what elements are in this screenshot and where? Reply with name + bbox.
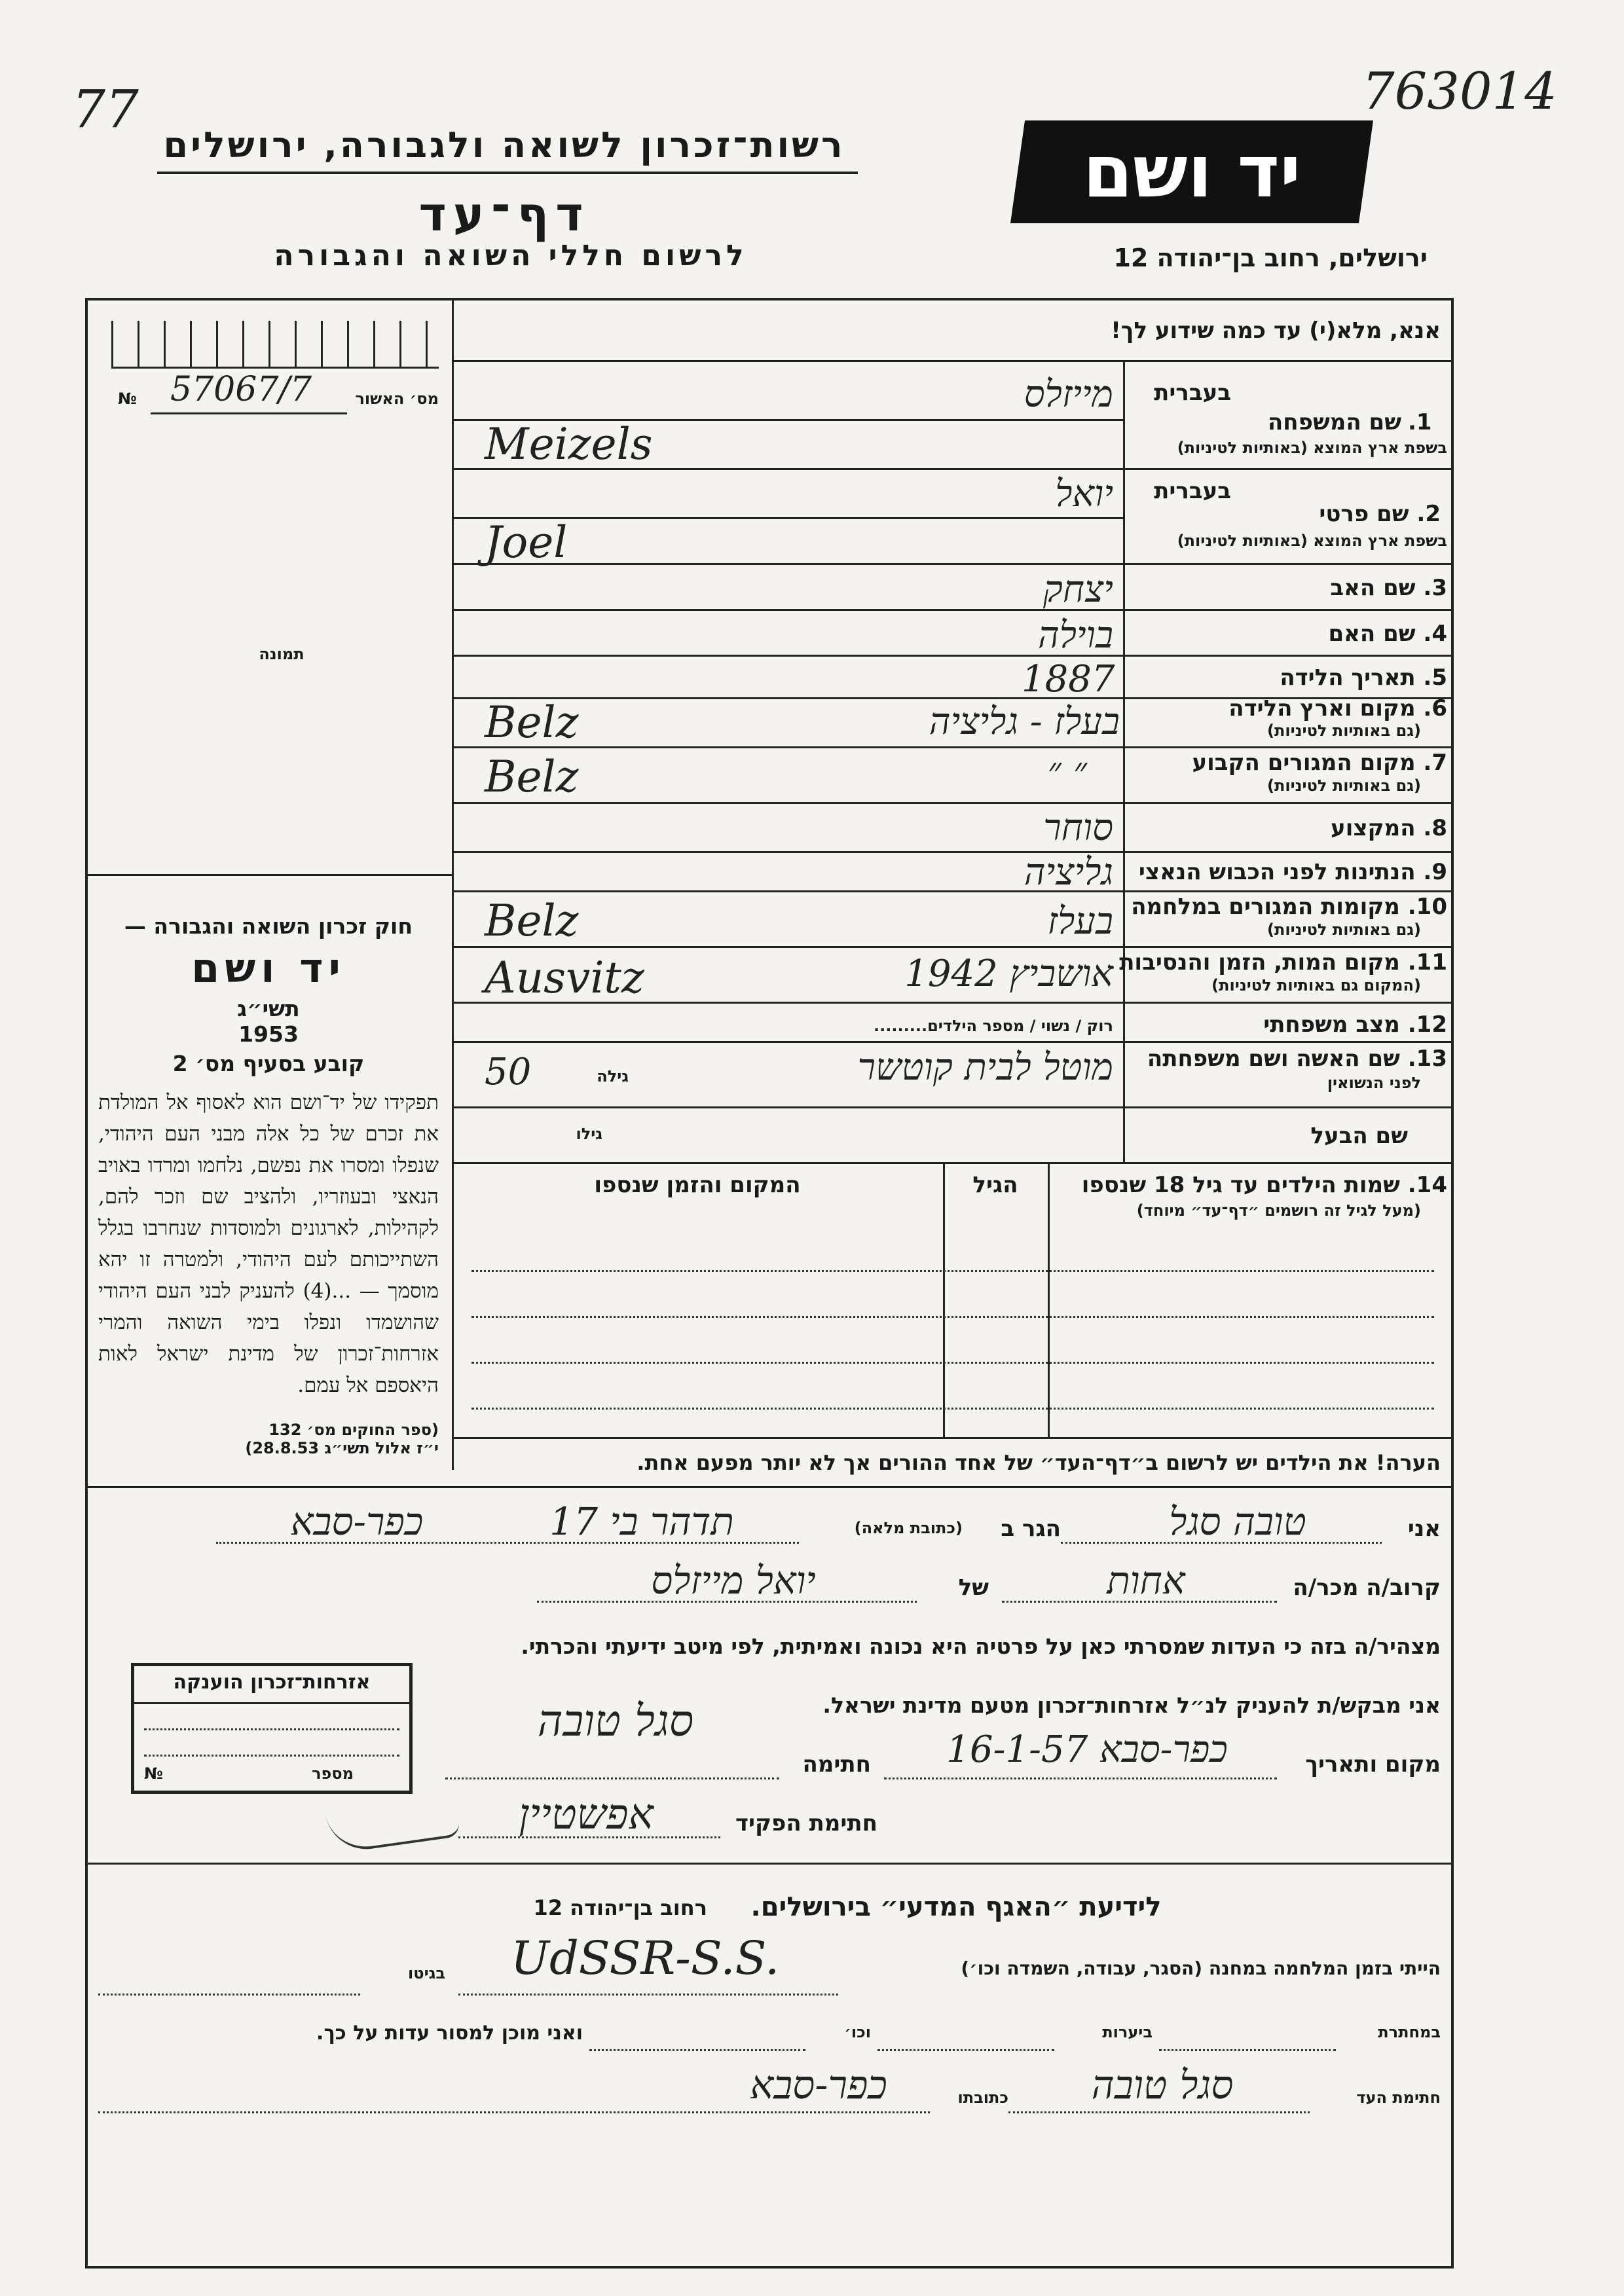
left-column-border <box>452 298 454 1470</box>
row-sep <box>1123 1106 1454 1108</box>
photo-box-bottom <box>85 874 452 876</box>
field-7-sub: (גם באותיות לטיניות) <box>1267 776 1421 795</box>
note-divider <box>85 1486 1454 1488</box>
law-panel <box>98 913 439 1457</box>
field-8-num: 8. <box>1423 815 1447 841</box>
please-fill: אנא, מלא(י) עד כמה שידוע לך! <box>1111 318 1441 344</box>
top-divider <box>452 360 1454 362</box>
field-4-value: בוילה <box>1037 614 1113 657</box>
field-6-label <box>1133 695 1447 721</box>
field-7-hebrew-value: ״ ״ <box>1047 750 1087 792</box>
bottom-line1-a: הייתי בזמן המלחמה במחנה (הסגר, עבודה, השמדה וכו׳) <box>961 1958 1441 1979</box>
form-title: דף־עד <box>418 187 590 242</box>
row-sep <box>1123 802 1454 804</box>
field-8-value: סוחר <box>1043 807 1113 849</box>
row-sep <box>1123 851 1454 853</box>
field-7-label-text: מקום המגורים הקבוע <box>1192 750 1416 776</box>
field-2-num: 2. <box>1416 501 1441 527</box>
bottom-line2-b: ביערות <box>1102 2023 1153 2041</box>
citizenship-number-label: מספר <box>312 1764 354 1783</box>
declarant-address-label: (כתובת מלאה) <box>854 1519 963 1537</box>
field-1-hebrew-value: מייזלס <box>1024 373 1113 416</box>
field-1-num: 1. <box>1408 409 1432 435</box>
children-col-sep-1 <box>1048 1162 1050 1437</box>
declarant-relative-line <box>537 1601 917 1603</box>
value-line <box>452 946 1123 948</box>
field-5-label-text: תאריך הלידה <box>1280 665 1416 691</box>
children-sub: (מעל לגיל זה רושמים ״דף־עד״ מיוחד) <box>1136 1201 1421 1220</box>
field-5-label <box>1133 665 1447 691</box>
corner-number-left: 77 <box>72 79 139 139</box>
witness-signature-line <box>1008 2111 1310 2113</box>
approval-label: מס׳ האשור <box>355 390 439 408</box>
field-7-latin-value: Belz <box>485 752 579 802</box>
witness-address-line <box>98 2111 930 2113</box>
field-10-latin-value: Belz <box>485 896 579 946</box>
field-4-label <box>1133 621 1447 647</box>
signature-line <box>445 1777 779 1779</box>
bottom-address: רחוב בן־יהודה 12 <box>533 1895 707 1920</box>
authority-underline <box>157 172 858 174</box>
field-1-label: שם המשפחה <box>1267 409 1401 435</box>
field-2-label-text: שם פרטי <box>1319 501 1409 527</box>
law-ref2: י״ז אלול תשי״ג 28.8.53) <box>245 1439 439 1457</box>
field-6-label-text: מקום וארץ הלידה <box>1228 695 1416 721</box>
official-line <box>458 1836 720 1838</box>
bottom-line2-d: ואני מוכן למסור עדות על כך. <box>316 2022 583 2045</box>
field-4-label-text: שם האם <box>1328 621 1416 647</box>
field-12-num: 12. <box>1407 1011 1447 1038</box>
field-6-sub: (גם באותיות לטיניות) <box>1267 721 1421 740</box>
field-13-age-label: גילה <box>597 1067 629 1085</box>
field-11-sub: (המקום גם באותיות לטיניות) <box>1211 976 1421 994</box>
witness-address: כפר-סבא <box>750 2062 887 2108</box>
logo-text: יד ושם <box>1082 130 1301 213</box>
official-signature: אפשטיין <box>519 1791 654 1839</box>
declarant-relative-label: קרוב/ה מכר/ה <box>1293 1575 1441 1601</box>
field-6-latin-value: Belz <box>485 697 579 748</box>
law-year: 1953 <box>238 1021 299 1047</box>
row-sep <box>1123 746 1454 748</box>
field-2-hebrew-tag: בעברית <box>1154 478 1231 504</box>
logo <box>1015 124 1369 219</box>
field-1-hebrew-tag: בעברית <box>1154 380 1231 406</box>
field-6-hebrew-value: בעלז - גליציה <box>929 701 1120 743</box>
witness-label: חתימת העד <box>1356 2088 1441 2107</box>
husband-age-label: גילו <box>576 1125 602 1143</box>
value-line <box>452 802 1123 804</box>
field-11-hebrew-value: אושביץ 1942 <box>904 953 1113 995</box>
field-12-extra: רוק / נשוי / מספר הילדים......... <box>874 1017 1113 1035</box>
place-date-label: מקום ותאריך <box>1305 1751 1441 1777</box>
declarant-name-line <box>1061 1542 1382 1544</box>
field-13-label-text: שם האשה ושם משפחתה <box>1147 1046 1400 1072</box>
field-10-label <box>1133 894 1447 920</box>
children-row-line <box>471 1408 1434 1410</box>
field-9-value: גליציה <box>1024 851 1113 894</box>
place-date: כפר-סבא 16-1-57 <box>946 1728 1228 1771</box>
row-sep <box>1123 609 1454 611</box>
declarant-of-label: של <box>958 1575 989 1601</box>
declarant-ani-label: אני <box>1407 1516 1441 1542</box>
declarant-address: תדהר בי 17 <box>549 1499 734 1544</box>
field-5-num: 5. <box>1423 665 1447 691</box>
children-col-age: הגיל <box>972 1172 1018 1198</box>
row-sep <box>452 1162 1454 1164</box>
declarant-relation-line <box>1002 1601 1277 1603</box>
note: הערה! את הילדים יש לרשום ב״דף־העד״ של אחד ההורים אך לא יותר מפעם אחת. <box>637 1450 1441 1475</box>
field-13-num: 13. <box>1407 1046 1447 1072</box>
row-sep <box>1123 563 1454 565</box>
row-sep <box>1123 946 1454 948</box>
bottom-forests-line <box>877 2049 1054 2051</box>
witness-address-label: כתובתו <box>957 2088 1008 2107</box>
field-4-num: 4. <box>1423 621 1447 647</box>
field-6-num: 6. <box>1423 695 1447 721</box>
field-5-value: 1887 <box>1022 658 1115 701</box>
citizenship-title: אזרחות־זכרון הוענקה <box>173 1671 371 1694</box>
field-7-label <box>1133 750 1447 776</box>
field-3-label <box>1133 575 1447 601</box>
bottom-title: לידיעת ״האגף המדעי״ בירושלים. <box>750 1892 1162 1922</box>
bottom-line2-a: במחתרת <box>1378 2023 1441 2041</box>
law-ref: (ספר החוקים מס׳ 132 <box>268 1421 439 1439</box>
children-col-place: המקום והזמן שנספו <box>594 1172 801 1198</box>
declarant-city: כפר-סבא <box>290 1499 424 1544</box>
row-sep <box>1123 890 1454 892</box>
law-title: חוק זכרון השואה והגבורה — <box>124 913 413 939</box>
children-row-line <box>471 1270 1434 1272</box>
declarant-relative-of: יואל מייזלס <box>651 1558 816 1603</box>
field-13-sub: לפני הנשואין <box>1327 1074 1421 1092</box>
row-sep <box>1123 655 1454 657</box>
field-11-num: 11. <box>1407 949 1447 975</box>
field-7-num: 7. <box>1423 750 1447 776</box>
field-10-hebrew-value: בעלז <box>1047 900 1113 943</box>
field-1-sub: בשפת ארץ המוצא (באותיות לטיניות) <box>1177 439 1447 457</box>
bottom-line1-b: בגיטו <box>408 1964 445 1982</box>
field-9-label-text: הנתינות לפני הכבוש הנאצי <box>1138 859 1416 885</box>
signature: סגל טובה <box>537 1696 694 1746</box>
bottom-divider <box>85 1863 1454 1865</box>
corner-number-right: 763014 <box>1362 62 1557 121</box>
bottom-line2-c: וכו׳ <box>844 2023 871 2041</box>
field-10-label-text: מקומות המגורים במלחמה <box>1131 894 1400 920</box>
field-13-value: מוטל לבית קוטשר <box>857 1046 1113 1089</box>
field-8-label-text: המקצוע <box>1331 815 1416 841</box>
field-9-label <box>1133 859 1447 885</box>
field-1-latin-value: Meizels <box>485 419 653 469</box>
field-13-age-value: 50 <box>485 1051 532 1093</box>
bottom-ghetto-line <box>98 1994 360 1995</box>
header-address: ירושלים, רחוב בן־יהודה 12 <box>1113 244 1428 272</box>
approval-underline <box>151 412 347 414</box>
bottom-camp: UdSSR-S.S. <box>511 1931 780 1985</box>
authority-line: רשות־זכרון לשואה ולגבורה, ירושלים <box>163 124 845 166</box>
citizenship-title-line <box>131 1702 413 1704</box>
law-section: קובע בסעיף מס׳ 2 <box>172 1051 365 1076</box>
citizenship-line <box>144 1755 399 1757</box>
declarant-address-line <box>216 1542 799 1544</box>
bottom-underground-line <box>1159 2049 1336 2051</box>
declarant-name: טובה סגל <box>1169 1499 1306 1544</box>
declarant-resides-label: הגר ב <box>1001 1516 1061 1542</box>
citizenship-line <box>144 1728 399 1730</box>
field-3-num: 3. <box>1423 575 1447 601</box>
field-10-num: 10. <box>1407 894 1447 920</box>
value-line <box>452 1106 1123 1108</box>
field-9-num: 9. <box>1423 859 1447 885</box>
place-date-line <box>884 1777 1277 1779</box>
bottom-etc-line <box>589 2049 805 2051</box>
children-label: 14. שמות הילדים עד גיל 18 שנספו <box>1081 1172 1447 1198</box>
field-8-label <box>1133 815 1447 841</box>
field-11-label <box>1119 949 1447 975</box>
field-3-label-text: שם האב <box>1330 575 1416 601</box>
children-col-sep-2 <box>943 1162 945 1437</box>
children-row-line <box>471 1362 1434 1364</box>
row-sep <box>1123 468 1454 470</box>
declarant-relation: אחות <box>1107 1558 1185 1603</box>
field-12-label <box>1133 1011 1447 1038</box>
approval-suffix: № <box>118 390 137 408</box>
form-subtitle: לרשום חללי השואה והגבורה <box>274 239 748 272</box>
field-2-hebrew-value: יואל <box>1055 473 1113 515</box>
field-10-sub: (גם באותיות לטיניות) <box>1267 920 1421 939</box>
bottom-camp-line <box>458 1994 838 1995</box>
citizenship-number-prefix: № <box>144 1764 163 1783</box>
approval-number: 57067/7 <box>170 370 312 409</box>
field-11-label-text: מקום המות, הזמן והנסיבות <box>1119 949 1400 975</box>
value-line <box>452 1041 1123 1043</box>
law-name: יד ושם <box>191 944 346 992</box>
husband-label: שם הבעל <box>1310 1123 1408 1149</box>
official-label: חתימת הפקיד <box>735 1810 877 1836</box>
field-2-label <box>1231 501 1441 527</box>
law-body: תפקידו של יד־ושם הוא לאסוף אל המולדת את זכרם של כל אלה מבני העם היהודי, שנפלו ומסרו את נפשם, נלחמו ומרדו באויב הנאצי ובעוזריו, ולהציב שם וזכר להם, לקהילות, לארגונים ולמוסדות שנחרבו בגלל השתייכותם לעם היהודי, ולמטרה זו יהא מוסמך — ...(4) להעניק לבני העם היהודי שהושמדו ונפלו בימי השואה והמרי אזרחות־זכרון של מדינת ישראל לאות היאספם אל עמם. <box>98 1091 439 1397</box>
field-12-label-text: מצב משפחתי <box>1263 1011 1400 1038</box>
signature-label: חתימה <box>802 1751 871 1777</box>
approval-ticks <box>111 321 439 369</box>
photo-label: תמונה <box>259 645 304 663</box>
row-sep <box>1123 1002 1454 1004</box>
field-2-sub: בשפת ארץ המוצא (באותיות לטיניות) <box>1177 532 1447 550</box>
row-sep <box>1123 1041 1454 1043</box>
field-11-latin-value: Ausvitz <box>485 953 644 1003</box>
field-2-latin-value: Joel <box>485 517 568 568</box>
children-bottom <box>452 1437 1454 1439</box>
witness-signature: סגל טובה <box>1091 2062 1234 2108</box>
field-3-value: יצחק <box>1043 568 1113 611</box>
declarant-declare: מצהיר/ה בזה כי העדות שמסרתי כאן על פרטיה היא נכונה ואמיתית, לפי מיטב ידיעתי והכרתי. <box>521 1633 1441 1659</box>
children-row-line <box>471 1316 1434 1318</box>
law-year-heb: תשי״ג <box>237 996 300 1021</box>
declarant-request: אני מבקש/ת להעניק לנ״ל אזרחות־זכרון מטעם מדינת ישראל. <box>822 1692 1441 1718</box>
field-13-label <box>1133 1046 1447 1072</box>
